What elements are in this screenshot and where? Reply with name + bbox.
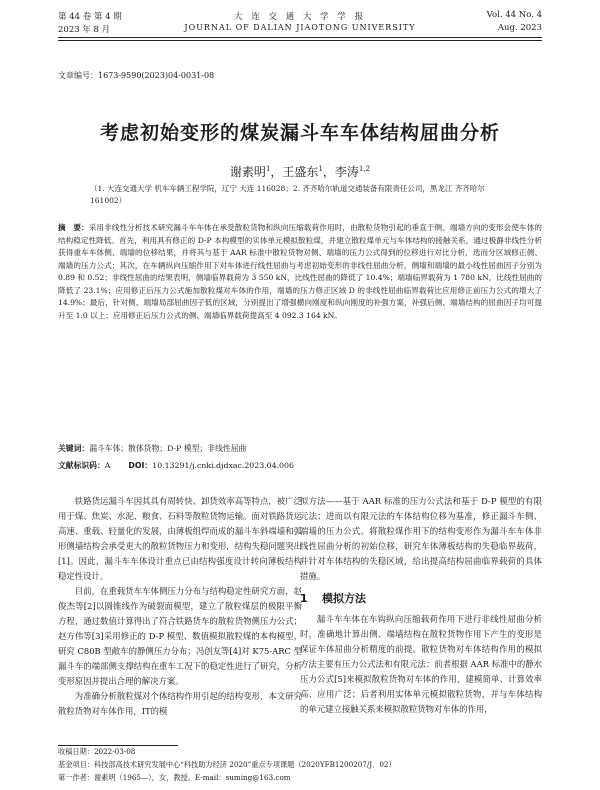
body-paragraph: 为准确分析散粒煤对个体结构作用引起的结构变形，本文研究散粒货物对车体作用，IT的模 [58,691,302,716]
keywords-text: 漏斗车体；散体货物；D-P 模型；非线性屈曲 [89,444,247,453]
body-column-left [58,494,302,719]
author-affil-mark: 1,2 [358,165,371,173]
footnote-author: 第一作者：谢素明（1965—），女，教授。E-mail：suming@163.com [58,773,291,782]
author-name: 谢素明 [229,165,266,179]
section-heading [300,591,542,606]
doc-code-value: A [104,461,111,470]
keywords-label: 关键词： [58,444,90,453]
article-number: 文章编号：1673-9590(2023)04-0031-08 [58,71,215,80]
keywords [58,443,542,454]
abstract [58,222,542,322]
body-paragraph: 拟方法——基于 AAR 标准的压力公式法和基于 D-P 模型的有限元法；进而以有限元法的车体结构位移为基准，修正漏斗车侧、端墙的压力公式。将散粒煤作用下的结构变形作为漏斗车车体非线性屈曲分析的初始位移，研究车体薄板结构的失稳临界载荷，并针对车体结构的失稳区域，给出提高结构屈曲临界载荷的具体措施。 [300,496,542,581]
body-column-right [300,494,542,717]
date-cn: 2023 年 8 月 [58,25,111,35]
author-affil-mark: 1 [265,165,271,173]
header-rule-thick [58,37,542,38]
footnote-rule [58,745,178,746]
affiliations: （1. 大连交通大学 机车车辆工程学院，辽宁 大连 116028；2. 齐齐哈尔轨道交通装备有限责任公司，黑龙江 齐齐哈尔 161002） [90,184,485,205]
volume-issue-en: Vol. 44 No. 4 [486,10,542,20]
body-paragraph: 铁路货运漏斗车因其具有周转快、卸货效率高等特点，被广泛用于煤、焦炭、水泥、粮食、石料等散粒货物运输。面对铁路货运高速、重载、轻量化的发展，由薄板组焊而成的漏斗车斜端墙和弧形侧墙结构会承受更大的散粒货物压力和变形，结构失稳问题突出[1]。因此，漏斗车车体设计重点已由结构强度设计转向薄板结构稳定性设计。 [58,496,302,581]
doi-value: 10.13291/j.cnki.djdxac.2023.04.006 [152,461,294,470]
date-en: Aug. 2023 [497,23,542,33]
abstract-text: 采用非线性分析技术研究漏斗车车体在承受散粒货物和纵向压缩载荷作用时，由散粒货物引起的垂直于侧、端墙方向的变形会使车体的结构稳定性降低。首先，利用具有修正的 D-P 本构模型的实体单元模拟散粒煤，并建立散粒煤单元与车体结构的接触关系，通过极静非线性分析获得重车车体侧、端墙的位移结果，并将其与基于 AAR 标准中散粒货物对侧、端墙的压力公式得到的位移进行对比分析，选而分区域修正侧、端墙的压力公式；其次，在车辆纵向压缩作用下对车体进行线性屈曲与考虑初始变形的非线性屈曲分析，侧墙和端墙的最小线性屈曲因子分别为 0.89 和 0.52；非线性屈曲的结果表明，侧墙临界载荷为 3 550 kN，比线性屈曲的降低了 10.4%；端墙临界载荷为 1 780 kN，比线性屈曲的降低了 23.1%；应用修正后压力公式施加散粒煤对车体的作用，端墙的压力修正区域 D 的非线性屈曲临界载荷比应用修正前压力公式的增大了 14.9%；最后，针对侧、端墙局部屈曲因子低的区域，分别提出了增强横向刚度和纵向刚度的补强方案，补强后侧、端墙结构的屈曲因子均可提升至 1.0 以上；应用修正后压力公式的侧、端墙临界载荷提高至 4 092.3 164 kN。 [58,223,543,320]
footnote-received: 收稿日期：2022-03-08 [58,747,136,756]
classification-line [58,460,542,471]
journal-name-en: JOURNAL OF DALIAN JIAOTONG UNIVERSITY [184,23,416,32]
doc-code-label: 文献标识码： [58,461,105,470]
journal-header [58,10,542,46]
author-list: 谢素明$^1$，王盛东$^1$，李涛$^{1,2}$ [229,165,371,179]
paper-title: 考虑初始变形的煤炭漏斗车车体结构屈曲分析 [99,122,500,144]
author-name: 王盛东 [282,165,319,179]
abstract-label: 摘 要： [58,223,89,232]
author-affil-mark: 1 [318,165,323,173]
doi-label: DOI： [128,461,153,470]
author-name: 李涛 [334,165,359,179]
section-title: 模拟方法 [322,592,366,605]
body-paragraph: 目前，在重载货车车体侧压力分布与结构稳定性研究方面，赵俊杰等[2]以圆锥线作为破裂面模型，建立了散粒煤层的极限平衡方程，通过数值计算得出了符合铁路货车的散粒货物侧压力公式；赵方伟等[3]采用修正的 D-P 模型、数值模拟散粒煤的本构模型，研究 C80B 型敞车的静侧压力分布；冯创友等[4]对 K75-ARC 型漏斗车的端部侧支撑结构在重车工况下的稳定性进行了研究，分析变形原因并提出合理的解决方案。 [58,586,302,686]
body-paragraph: 漏斗车车体在车钩纵向压缩载荷作用下进行非线性屈曲分析时，准确地计算出侧、端墙结构在散粒货物作用下产生的变形是保证车体屈曲分析精度的前提。散粒货物对车体结构作用的模拟方法主要有压力公式法和有限元法：前者根据 AAR 标准中的静水压力公式[5]来模拟散粒货物对车体的作用，建模简单、计算效率高、应用广泛；后者利用实体单元模拟散粒货物，并与车体结构的单元建立接触关系来模拟散粒货物对车体的作用， [300,614,542,714]
section-number: 1 [300,592,308,605]
header-rule-thin [58,40,542,41]
footnote-fund: 基金项目：科技部高技术研究发展中心“科技助力经济 2020”重点专项课题（2020YFB1200207/J．02） [58,760,396,769]
volume-issue-cn: 第 44 卷 第 4 期 [58,12,122,22]
journal-name-cn: 大 连 交 通 大 学 学 报 [234,12,366,22]
